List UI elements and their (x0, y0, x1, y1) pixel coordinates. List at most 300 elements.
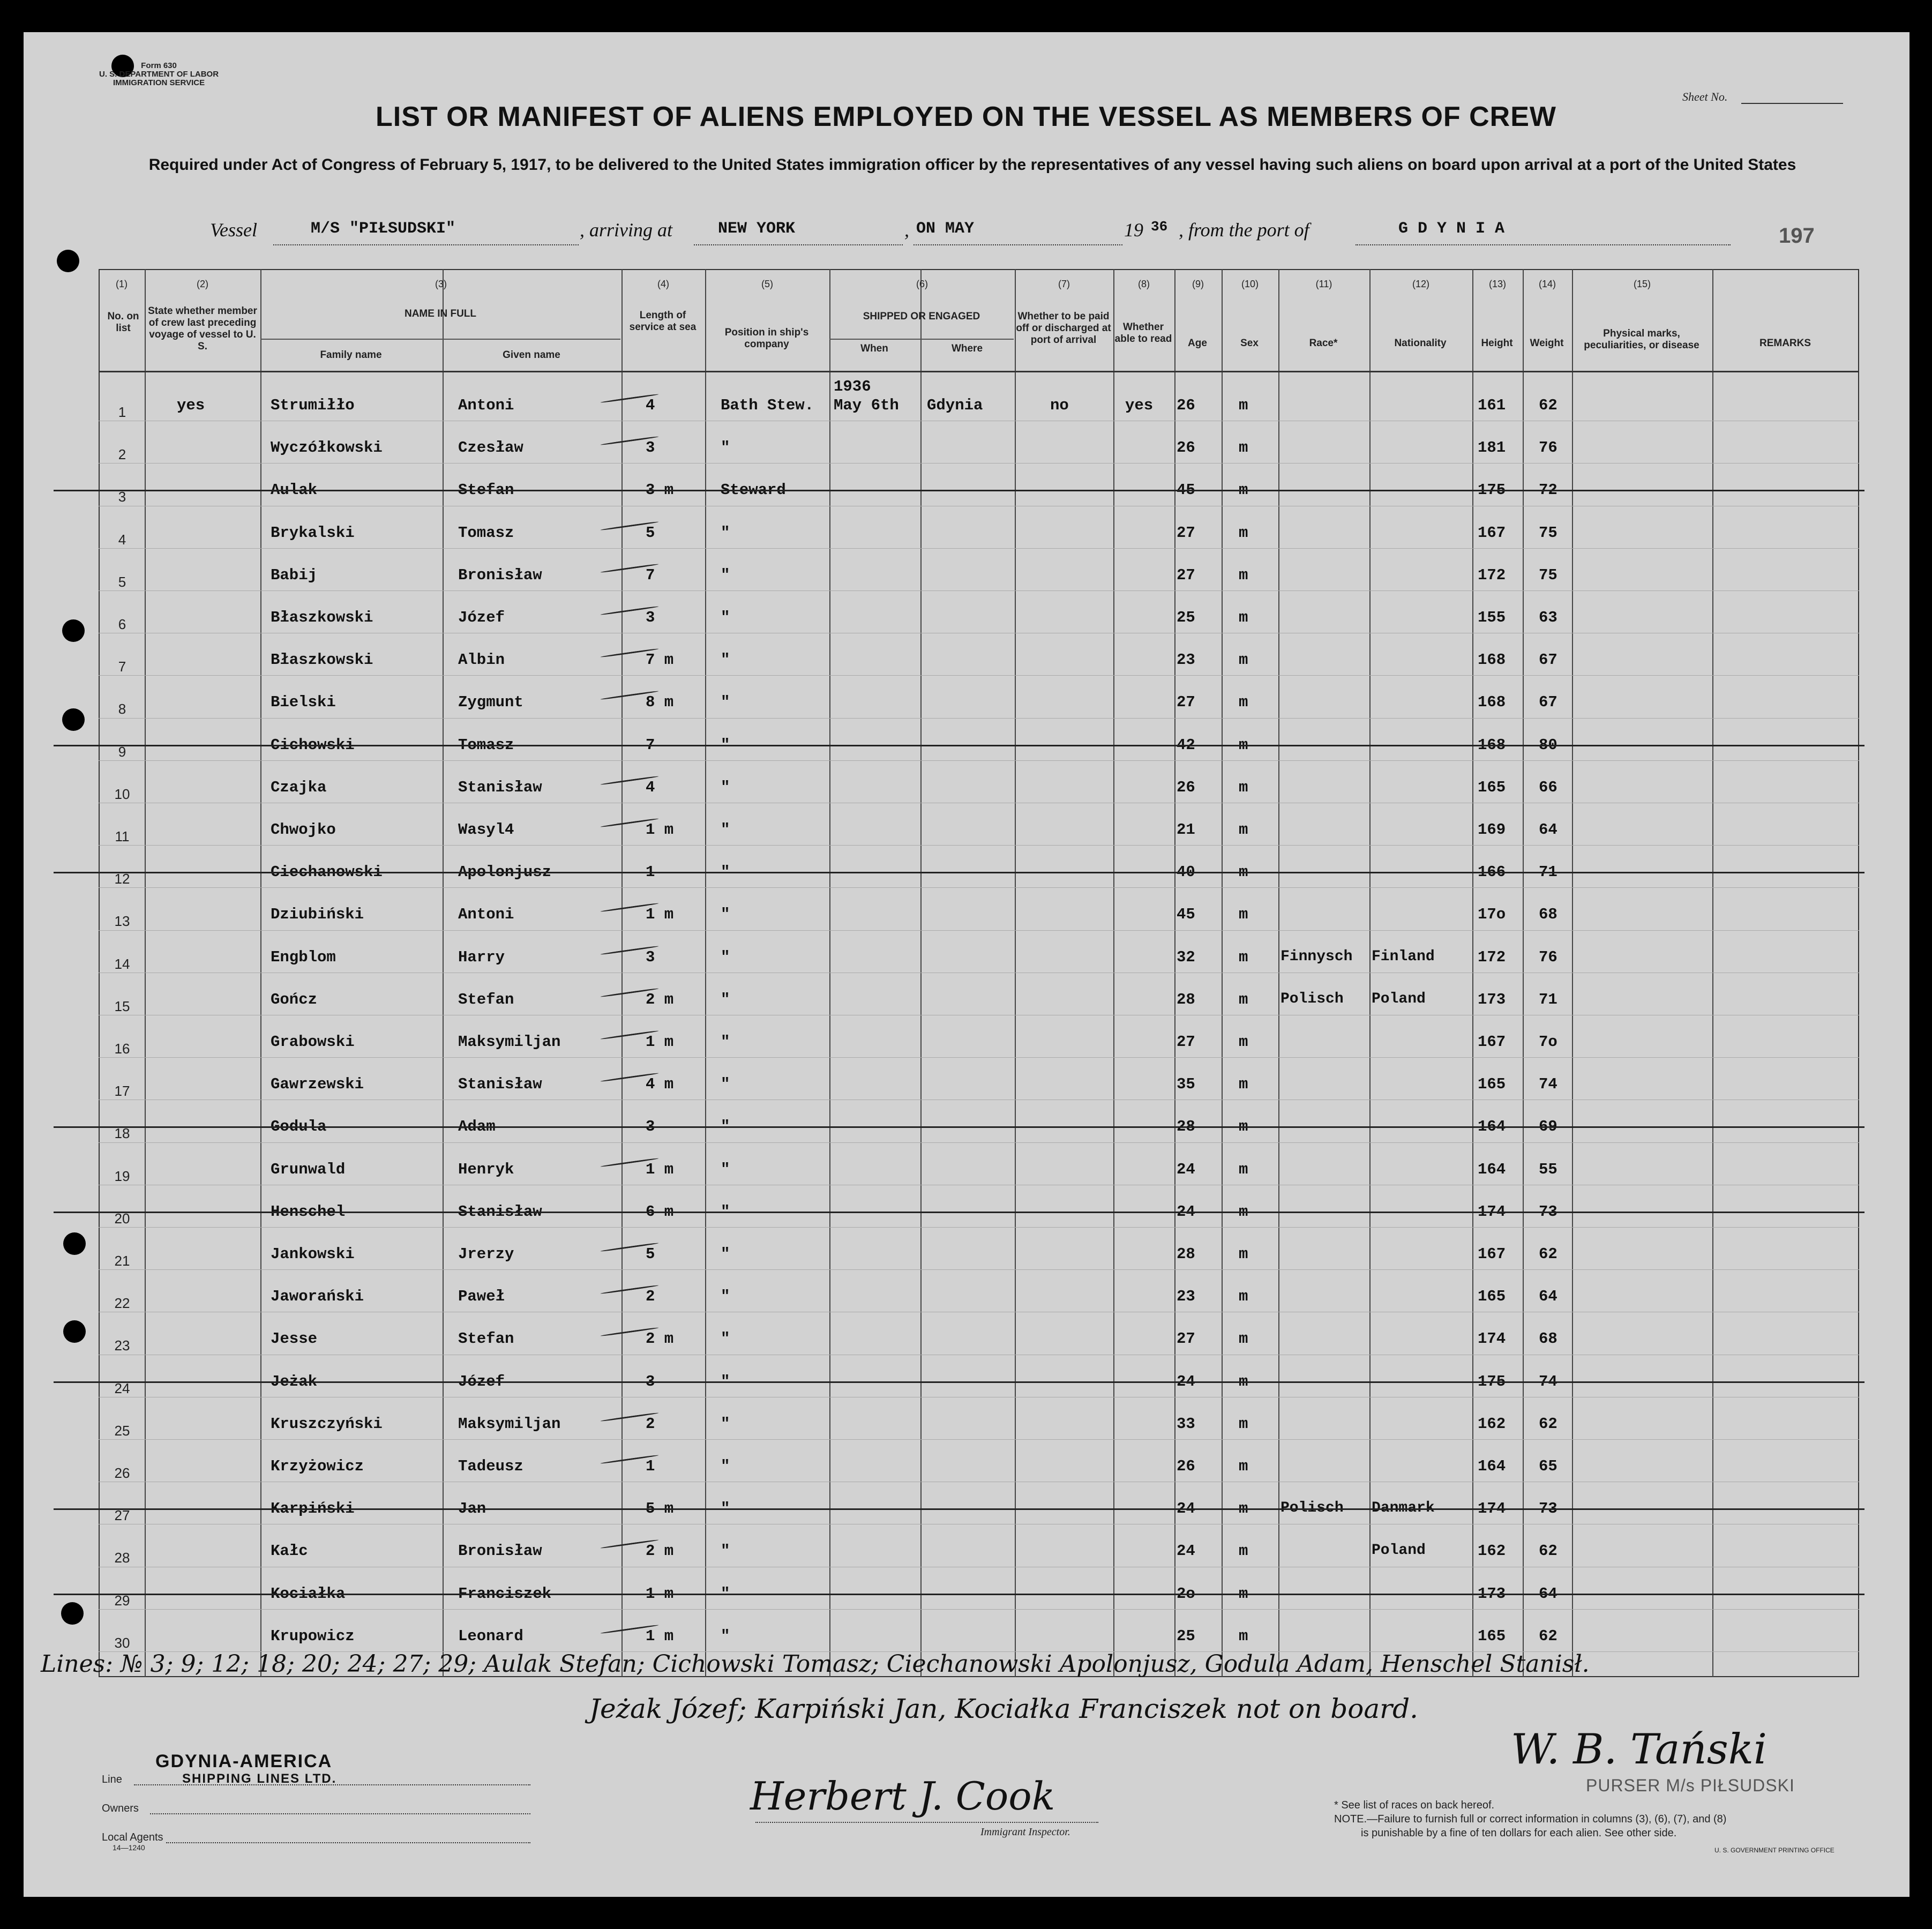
row-number: 10 (114, 786, 130, 802)
header-shipped: SHIPPED OR ENGAGED (863, 311, 980, 322)
service-cell: 3 (646, 1118, 655, 1136)
age-cell: 45 (1177, 481, 1195, 499)
service-cell: 5 (646, 1245, 655, 1263)
position-cell: " (721, 1033, 730, 1051)
service-cell: 2 m (646, 1542, 674, 1560)
company-subname: SHIPPING LINES LTD. (182, 1771, 337, 1786)
given-name-cell: Maksymiljan (458, 1415, 561, 1433)
column-number: (15) (1633, 279, 1651, 289)
height-cell: 174 (1478, 1202, 1506, 1221)
header-remarks: REMARKS (1759, 338, 1811, 349)
header-bottom-line (99, 371, 1859, 372)
family-name-cell: Krzyżowicz (271, 1457, 364, 1475)
service-cell: 1 m (646, 821, 674, 839)
weight-cell: 73 (1539, 1202, 1557, 1221)
family-name-cell: Kociałka (271, 1584, 346, 1603)
weight-cell: 68 (1539, 1330, 1557, 1348)
age-cell: 24 (1177, 1500, 1195, 1518)
column-number: (3) (435, 279, 447, 289)
family-name-cell: Błaszkowski (271, 651, 373, 669)
age-cell: 24 (1177, 1372, 1195, 1390)
vessel-info (0, 219, 1932, 251)
column-number: (10) (1241, 279, 1259, 289)
paid-off-cell: no (1050, 397, 1069, 414)
port-of-arrival: NEW YORK (718, 220, 796, 238)
service-cell: 8 m (646, 693, 674, 712)
service-cell: 2 (646, 1415, 655, 1433)
weight-cell: 64 (1539, 1288, 1557, 1306)
family-name-cell: Ciechanowski (271, 863, 383, 881)
sex-cell: m (1239, 1202, 1248, 1221)
punch-hole (57, 250, 79, 272)
height-cell: 169 (1478, 821, 1506, 839)
form-header (99, 62, 219, 87)
sex-cell: m (1239, 397, 1248, 414)
weight-cell: 64 (1539, 821, 1557, 839)
service-cell: 3 (646, 609, 655, 626)
service-cell: 5 (646, 524, 655, 542)
weight-cell: 74 (1539, 1075, 1557, 1094)
arriving-label: , arriving at (580, 219, 673, 241)
given-name-cell: Jan (458, 1500, 486, 1518)
service-cell: 4 (646, 397, 655, 414)
column-line (621, 269, 623, 1677)
strike-through-line (54, 1126, 1864, 1128)
sex-cell: m (1239, 863, 1248, 881)
age-cell: 24 (1177, 1202, 1195, 1221)
height-cell: 168 (1478, 736, 1506, 754)
family-name-cell: Henschel (271, 1202, 346, 1221)
weight-cell: 62 (1539, 1627, 1557, 1645)
column-number: (6) (916, 279, 928, 289)
service-cell: 2 m (646, 990, 674, 1008)
row-number: 5 (118, 573, 126, 590)
column-number: (2) (197, 279, 208, 289)
arrival-date: ON MAY (916, 220, 975, 238)
family-name-cell: Godula (271, 1118, 327, 1136)
age-cell: 33 (1177, 1415, 1195, 1433)
purser-stamp: PURSER M/s PIŁSUDSKI (1586, 1776, 1795, 1795)
row-rule (99, 548, 1859, 549)
family-name-cell: Krupowicz (271, 1627, 355, 1645)
sex-cell: m (1239, 821, 1248, 839)
row-number: 12 (114, 871, 130, 887)
row-number: 6 (118, 616, 126, 632)
header-weight: Weight (1530, 338, 1564, 349)
header-sex: Sex (1240, 338, 1259, 349)
vessel-name: M/S "PIŁSUDSKI" (311, 220, 456, 238)
family-name-cell: Grunwald (271, 1160, 346, 1178)
header-read: Whether able to read (1114, 322, 1172, 345)
height-cell: 167 (1478, 524, 1506, 542)
height-cell: 17o (1478, 906, 1506, 924)
given-name-cell: Stanisław (458, 778, 542, 796)
inspector-signature: Herbert J. Cook (750, 1774, 1055, 1819)
weight-cell: 67 (1539, 651, 1557, 669)
given-name-cell: Tomasz (458, 736, 514, 754)
service-cell: 1 (646, 863, 655, 881)
agents-underline (166, 1842, 530, 1843)
service-cell: 2 (646, 1288, 655, 1306)
row-number: 20 (114, 1210, 130, 1227)
row-rule (99, 1609, 1859, 1610)
column-line (1222, 269, 1223, 1677)
sex-cell: m (1239, 1330, 1248, 1348)
given-name-cell: Stefan (458, 481, 514, 499)
row-number: 9 (118, 743, 126, 760)
sex-cell: m (1239, 651, 1248, 669)
row-rule (99, 1142, 1859, 1143)
owners-label: Owners (102, 1803, 139, 1814)
family-name-cell: Cichowski (271, 736, 355, 754)
row-number: 8 (118, 701, 126, 717)
age-cell: 27 (1177, 693, 1195, 712)
row-number: 27 (114, 1507, 130, 1524)
departure-underline (1356, 244, 1731, 245)
row-rule (99, 887, 1859, 888)
sex-cell: m (1239, 1457, 1248, 1475)
agents-label: Local Agents (102, 1831, 163, 1843)
weight-cell: 64 (1539, 1584, 1557, 1603)
weight-cell: 75 (1539, 524, 1557, 542)
purser-signature: W. B. Tański (1511, 1725, 1767, 1774)
height-cell: 173 (1478, 990, 1506, 1008)
weight-cell: 62 (1539, 1542, 1557, 1560)
row-number: 11 (115, 828, 130, 844)
sex-cell: m (1239, 609, 1248, 626)
sex-cell: m (1239, 1160, 1248, 1178)
service-cell: 3 (646, 439, 655, 457)
position-cell: " (721, 990, 730, 1008)
height-cell: 164 (1478, 1457, 1506, 1475)
height-cell: 175 (1478, 1372, 1506, 1390)
family-name-cell: Chwojko (271, 821, 336, 839)
family-name-cell: Jeżak (271, 1372, 318, 1390)
given-name-cell: Antoni (458, 397, 514, 414)
service-cell: 1 (646, 1457, 655, 1475)
given-name-cell: Bronisław (458, 1542, 542, 1560)
column-line (145, 269, 146, 1677)
handwritten-note-line-1: Lines: № 3; 9; 12; 18; 20; 24; 27; 29; Aulak Stefan; Cichowski Tomasz; Ciechanowski Apolonjusz, Godula Adam, Henschel Stanisł. (41, 1650, 1590, 1678)
age-cell: 24 (1177, 1160, 1195, 1178)
nationality-cell: Finland (1372, 948, 1435, 965)
row-number: 19 (114, 1168, 130, 1184)
height-cell: 168 (1478, 651, 1506, 669)
position-cell: " (721, 906, 730, 924)
service-cell: 2 m (646, 1330, 674, 1348)
given-name-cell: Tomasz (458, 524, 514, 542)
punch-hole (63, 1232, 86, 1255)
from-label: , from the port of (1179, 219, 1309, 241)
sex-cell: m (1239, 1245, 1248, 1263)
column-number: (1) (116, 279, 128, 289)
sex-cell: m (1239, 1372, 1248, 1390)
line-underline (134, 1784, 530, 1785)
weight-cell: 62 (1539, 1415, 1557, 1433)
header-position: Position in ship's company (724, 327, 809, 350)
family-name-cell: Gawrzewski (271, 1075, 364, 1094)
position-cell: " (721, 821, 730, 839)
age-cell: 42 (1177, 736, 1195, 754)
service-cell: 1 m (646, 1584, 674, 1603)
row-rule (99, 590, 1859, 591)
nationality-cell: Poland (1372, 1542, 1426, 1559)
row-number: 16 (114, 1041, 130, 1057)
position-cell: " (721, 863, 730, 881)
sheet-label: Sheet No. (1682, 90, 1728, 103)
age-cell: 32 (1177, 948, 1195, 966)
weight-cell: 80 (1539, 736, 1557, 754)
header-subline (829, 339, 1014, 340)
race-cell: Polisch (1280, 990, 1344, 1007)
strike-through-line (54, 1508, 1864, 1510)
row-rule (99, 760, 1859, 761)
given-name-cell: Antoni (458, 906, 514, 924)
given-name-cell: Stefan (458, 990, 514, 1008)
height-cell: 155 (1478, 609, 1506, 626)
row-rule (99, 718, 1859, 719)
column-line (1523, 269, 1524, 1677)
given-name-cell: Adam (458, 1118, 496, 1136)
position-cell: " (721, 524, 730, 542)
service-cell: 3 (646, 948, 655, 966)
header-family-name: Family name (320, 349, 382, 361)
age-cell: 2o (1177, 1584, 1195, 1603)
row-number: 18 (114, 1125, 130, 1142)
column-number: (5) (761, 279, 773, 289)
sex-cell: m (1239, 481, 1248, 499)
position-cell: " (721, 1330, 730, 1348)
date-underline (913, 244, 1122, 245)
given-name-cell: Zygmunt (458, 693, 523, 712)
position-cell: " (721, 609, 730, 626)
given-name-cell: Józef (458, 609, 505, 626)
family-name-cell: Wyczółkowski (271, 439, 383, 457)
strike-through-line (54, 745, 1864, 746)
row-number: 2 (118, 446, 126, 463)
row-number: 23 (114, 1337, 130, 1354)
height-cell: 165 (1478, 1288, 1506, 1306)
row-number: 26 (114, 1465, 130, 1481)
weight-cell: 71 (1539, 863, 1557, 881)
position-cell: " (721, 948, 730, 966)
height-cell: 165 (1478, 1627, 1506, 1645)
company-name: GDYNIA-AMERICA (155, 1751, 333, 1771)
position-cell: " (721, 1245, 730, 1263)
punch-hole (61, 1602, 84, 1625)
age-cell: 24 (1177, 1542, 1195, 1560)
column-number: (11) (1315, 279, 1332, 289)
family-name-cell: Jankowski (271, 1245, 355, 1263)
column-number: (12) (1412, 279, 1429, 289)
height-cell: 164 (1478, 1118, 1506, 1136)
strike-through-line (54, 872, 1864, 873)
age-cell: 28 (1177, 1118, 1195, 1136)
column-line (1015, 269, 1016, 1677)
row-number: 22 (114, 1295, 130, 1312)
row-rule (99, 1227, 1859, 1228)
height-cell: 164 (1478, 1160, 1506, 1178)
age-cell: 27 (1177, 1033, 1195, 1051)
strike-through-line (54, 1212, 1864, 1213)
row-number: 28 (114, 1550, 130, 1566)
service-name: IMMIGRATION SERVICE (113, 78, 205, 87)
port-underline (694, 244, 903, 245)
family-name-cell: Engblom (271, 948, 336, 966)
weight-cell: 55 (1539, 1160, 1557, 1178)
family-name-cell: Grabowski (271, 1033, 355, 1051)
service-cell: 1 m (646, 1627, 674, 1645)
service-cell: 7 m (646, 651, 674, 669)
column-number: (7) (1058, 279, 1070, 289)
family-name-cell: Gończ (271, 990, 318, 1008)
weight-cell: 76 (1539, 948, 1557, 966)
port-of-departure: G D Y N I A (1398, 220, 1505, 238)
column-line (1174, 269, 1175, 1677)
weight-cell: 62 (1539, 1245, 1557, 1263)
header-physical-marks: Physical marks, peculiarities, or disease (1584, 328, 1699, 351)
column-line (1472, 269, 1473, 1677)
sex-cell: m (1239, 736, 1248, 754)
service-cell: 6 m (646, 1202, 674, 1221)
service-cell: 1 m (646, 1160, 674, 1178)
age-cell: 28 (1177, 990, 1195, 1008)
family-name-cell: Aulak (271, 481, 318, 499)
fine-note: NOTE.—Failure to furnish full or correct information in columns (3), (6), (7), and (8) (1334, 1813, 1727, 1825)
position-cell: " (721, 736, 730, 754)
printer-credit: U. S. GOVERNMENT PRINTING OFFICE (1714, 1846, 1834, 1854)
punch-hole (62, 619, 85, 642)
weight-cell: 62 (1539, 397, 1557, 414)
position-cell: " (721, 1415, 730, 1433)
given-name-cell: Stanisław (458, 1075, 542, 1094)
row-number: 30 (114, 1634, 130, 1651)
height-cell: 172 (1478, 566, 1506, 584)
sex-cell: m (1239, 1075, 1248, 1094)
position-cell: " (721, 1584, 730, 1603)
strike-through-line (54, 1594, 1864, 1595)
weight-cell: 65 (1539, 1457, 1557, 1475)
race-cell: Finnysch (1280, 948, 1353, 965)
race-cell: Polisch (1280, 1500, 1344, 1517)
header-no: No. on list (107, 311, 139, 334)
strike-through-line (54, 490, 1864, 491)
given-name-cell: Bronisław (458, 566, 542, 584)
family-name-cell: Błaszkowski (271, 609, 373, 626)
height-cell: 174 (1478, 1330, 1506, 1348)
position-cell: " (721, 1160, 730, 1178)
height-cell: 167 (1478, 1033, 1506, 1051)
vessel-label: Vessel (210, 219, 257, 241)
row-number: 21 (114, 1253, 130, 1269)
column-line (260, 269, 261, 1677)
height-cell: 162 (1478, 1415, 1506, 1433)
position-cell: " (721, 1500, 730, 1518)
given-name-cell: Stefan (458, 1330, 514, 1348)
header-where: Where (951, 343, 983, 354)
column-line (1113, 269, 1114, 1677)
weight-cell: 67 (1539, 693, 1557, 712)
race-note: * See list of races on back hereof. (1334, 1799, 1495, 1811)
row-rule (99, 1439, 1859, 1440)
column-line (829, 269, 830, 1677)
position-cell: " (721, 651, 730, 669)
nationality-cell: Poland (1372, 990, 1426, 1007)
weight-cell: 63 (1539, 609, 1557, 626)
sex-cell: m (1239, 1500, 1248, 1518)
sex-cell: m (1239, 693, 1248, 712)
header-nationality: Nationality (1394, 338, 1447, 349)
sex-cell: m (1239, 778, 1248, 796)
position-cell: " (721, 1457, 730, 1475)
weight-cell: 75 (1539, 566, 1557, 584)
height-cell: 172 (1478, 948, 1506, 966)
shipped-where-cell: Gdynia (927, 397, 983, 414)
row-number: 4 (118, 531, 126, 548)
weight-cell: 69 (1539, 1118, 1557, 1136)
family-name-cell: Babij (271, 566, 318, 584)
age-cell: 27 (1177, 1330, 1195, 1348)
row-number: 25 (114, 1422, 130, 1439)
header-subline (260, 339, 620, 340)
row-number: 13 (114, 913, 130, 930)
sex-cell: m (1239, 439, 1248, 457)
position-cell: " (721, 693, 730, 712)
row-rule (99, 1057, 1859, 1058)
sex-cell: m (1239, 948, 1248, 966)
column-line (1278, 269, 1279, 1677)
nationality-cell: Danmark (1372, 1500, 1435, 1517)
row-rule (99, 1269, 1859, 1270)
vessel-underline (273, 244, 579, 245)
column-line (1369, 269, 1371, 1677)
height-cell: 168 (1478, 693, 1506, 712)
age-cell: 28 (1177, 1245, 1195, 1263)
year-suffix: 36 (1151, 219, 1168, 235)
page-subtitle: Required under Act of Congress of February 5, 1917, to be delivered to the United States immigration officer by the representatives of any vessel having such aliens on board upon arrival at a port of the United States (148, 156, 1796, 174)
column-number: (14) (1538, 279, 1556, 289)
sex-cell: m (1239, 1415, 1248, 1433)
family-name-cell: Kałc (271, 1542, 308, 1560)
column-line (443, 269, 444, 1677)
header-service: Length of service at sea (629, 310, 697, 333)
header-paid-off: Whether to be paid off or discharged at port of arrival (1016, 311, 1111, 346)
given-name-cell: Józef (458, 1372, 505, 1390)
age-cell: 26 (1177, 778, 1195, 796)
fine-note-cont: is punishable by a fine of ten dollars for each alien. See other side. (1361, 1827, 1677, 1839)
sex-cell: m (1239, 1584, 1248, 1603)
weight-cell: 7o (1539, 1033, 1557, 1051)
service-cell: 3 m (646, 481, 674, 499)
header-when: When (860, 343, 888, 354)
age-cell: 25 (1177, 609, 1195, 626)
service-cell: 7 (646, 736, 655, 754)
weight-cell: 74 (1539, 1372, 1557, 1390)
age-cell: 23 (1177, 651, 1195, 669)
weight-cell: 72 (1539, 481, 1557, 499)
row-rule (99, 675, 1859, 676)
header-age: Age (1188, 338, 1207, 349)
height-cell: 161 (1478, 397, 1506, 414)
sex-cell: m (1239, 1542, 1248, 1560)
row-rule (99, 930, 1859, 931)
family-name-cell: Czajka (271, 778, 327, 796)
position-cell: " (721, 1288, 730, 1306)
header-height: Height (1481, 338, 1513, 349)
sex-cell: m (1239, 1288, 1248, 1306)
family-name-cell: Brykalski (271, 524, 355, 542)
column-line (1572, 269, 1573, 1677)
